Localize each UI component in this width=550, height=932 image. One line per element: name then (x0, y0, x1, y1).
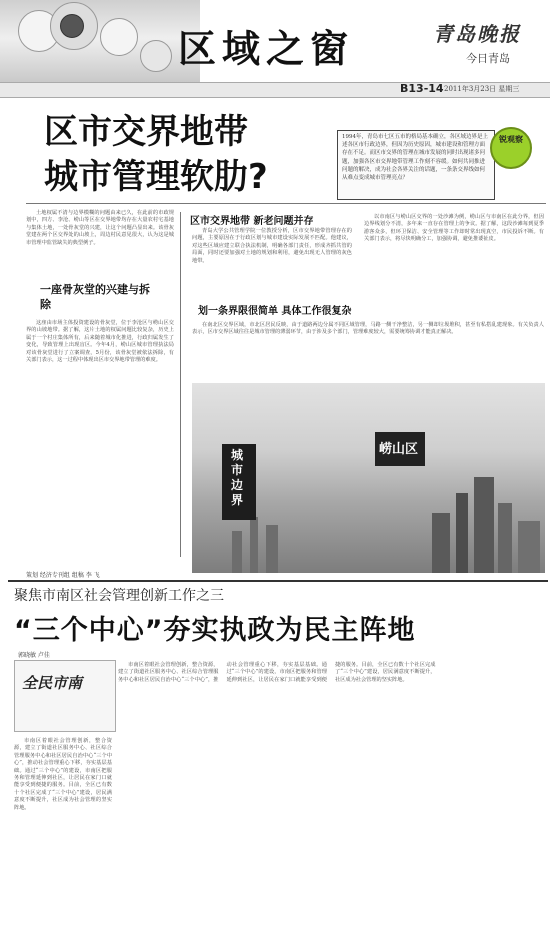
intro-box (337, 130, 495, 200)
photo-label-text: 城市边界 (231, 448, 244, 507)
column-divider (180, 212, 181, 557)
headline-line-1: 区市交界地带 (44, 112, 248, 152)
newspaper-subtitle: 今日青岛 (466, 52, 510, 65)
page-number: B13-14 (400, 82, 444, 95)
column-4-text: 在南北区交界区域，市北区居民反映，由于道路两边分属不同区域管理，马路一侧干净整洁，另一侧却垃圾堆积，甚至有私搭乱建现象。有关负责人表示，区市交界区域往往是城市管理的薄弱环节，由于涉及多个部门，管理难度较大，需要统筹协调才能真正解决。 (192, 322, 544, 336)
district-label: 崂山区 (379, 442, 419, 457)
column-5-text: 以市南区与崂山区交界的一处沙滩为例，崂山区与市南区在此分界，但因边界线划分不清，多年来一直存在管理上的争议。据了解，这段沙滩每到夏季游客众多，但环卫保洁、安全管理等工作却时常出现真空，市民投诉不断。有关部门表示，将尽快明确分工，加强协调，避免推诿扯皮。 (364, 214, 544, 243)
bottom-article (118, 662, 544, 924)
bottom-article-col-left (14, 738, 112, 924)
bottom-byline: 郭晓敏 卢佳 (18, 652, 50, 659)
column-3-text: 青岛大学公共管理学院一位教授分析，区市交界地带管理存在的问题，主要原因在于行政区划与城市建设实际发展不匹配。他建议，对这些区域应建立联合执法机制，明确各部门责任，形成齐抓共管的局面，同时还要加强对土地的规划和利用，避免出现无人管理的灰色地带。 (192, 228, 352, 264)
illustration-sketch (14, 660, 116, 732)
illustration-label: 全民市南 (22, 674, 83, 692)
page-date: 2011年3月23日 星期三 (444, 85, 520, 93)
column-2-text: 这座由市场主体投资建设的骨灰堂，位于李沧区与崂山区交界的山坡地带。据了解，这片土地的权属问题比较复杂，历史上属于一个村庄集体所有，后来随着城市化推进，行政归属发生了变化，导致管理上出现盲区。今年4月，崂山区城市管理执法局对该骨灰堂进行了立案调查，5月份，该骨灰堂被依法拆除，有关部门表示，这一过程中体现出区市交界地带管理的难度。 (26, 320, 174, 364)
observation-badge: 锐观察 (490, 127, 532, 169)
bottom-kicker: 聚焦市南区社会管理创新工作之三 (14, 588, 224, 604)
lead-headline (44, 110, 344, 200)
subhead-1: 一座骨灰堂的兴建与拆除 (40, 283, 150, 311)
section-title: 区域之窗 (178, 27, 355, 71)
article-column-2 (26, 320, 174, 364)
subhead-3: 划一条界限很简单 具体工作很复杂 (198, 306, 352, 317)
section-divider (8, 580, 548, 582)
article-column-1 (26, 210, 174, 247)
subhead-2: 区市交界地带 新老问题并存 (190, 216, 314, 227)
newspaper-name: 青岛晚报 (433, 22, 521, 46)
bottom-article-left-text: 市南区着眼社会管理创新，整合资源，建立了街道社区服务中心、社区综合管理服务中心和社区居民自治中心“三个中心”，推动社会管理重心下移，夯实基层基础。通过“三个中心”的建设，市南区把服务和管理延伸到社区，让居民在家门口就能享受到便捷的服务。目前，全区已有数十个社区完成了“三个中心”建设，居民满意度不断提升，社区成为社会管理的坚实阵地。 (14, 738, 112, 811)
bottom-headline: “三个中心”夯实执政为民主阵地 (14, 615, 416, 646)
divider (26, 203, 546, 204)
intro-text: 1994年，青岛市七区五市的格局基本确立，各区域边界是上述各区市行政边界，但因为历史原因，城市建设和管理方面存在不足。而区市交界的管理在城市发展的同时出现诸多问题，加强各区市交界地带管理工作刻不容缓。如何共同推进问题的解决，成为社会各界关注的话题，一条条交界线如何从难点变成城市管理亮点？ (342, 134, 488, 182)
headline-line-2: 城市管理软肋? (44, 157, 268, 197)
column-1-text: 土地权属不清与边界模糊的问题由来已久，在此前的市政规划中，四方、李沧、崂山等区在交界地带均存在大量农村宅基地与集体土地，一处骨灰堂的兴建，让这个问题凸显出来。该骨灰堂建在两个区交界处的山坡上，周边村民意见很大，认为这是城市管理中监管缺失的典型例子。 (26, 210, 174, 246)
article-column-3 (192, 228, 352, 265)
bottom-article-text: 市南区着眼社会管理创新，整合资源，建立了街道社区服务中心、社区综合管理服务中心和社区居民自治中心“三个中心”，推动社会管理重心下移，夯实基层基础。通过“三个中心”的建设，市南区把服务和管理延伸到社区，让居民在家门口就能享受到便捷的服务。目前，全区已有数十个社区完成了“三个中心”建设，居民满意度不断提升，社区成为社会管理的坚实阵地。 (118, 662, 436, 683)
article-column-5 (364, 214, 544, 244)
editor-credits: 策划 经济专刊组 组稿 李 飞 (26, 572, 100, 579)
article-column-4 (192, 322, 544, 337)
